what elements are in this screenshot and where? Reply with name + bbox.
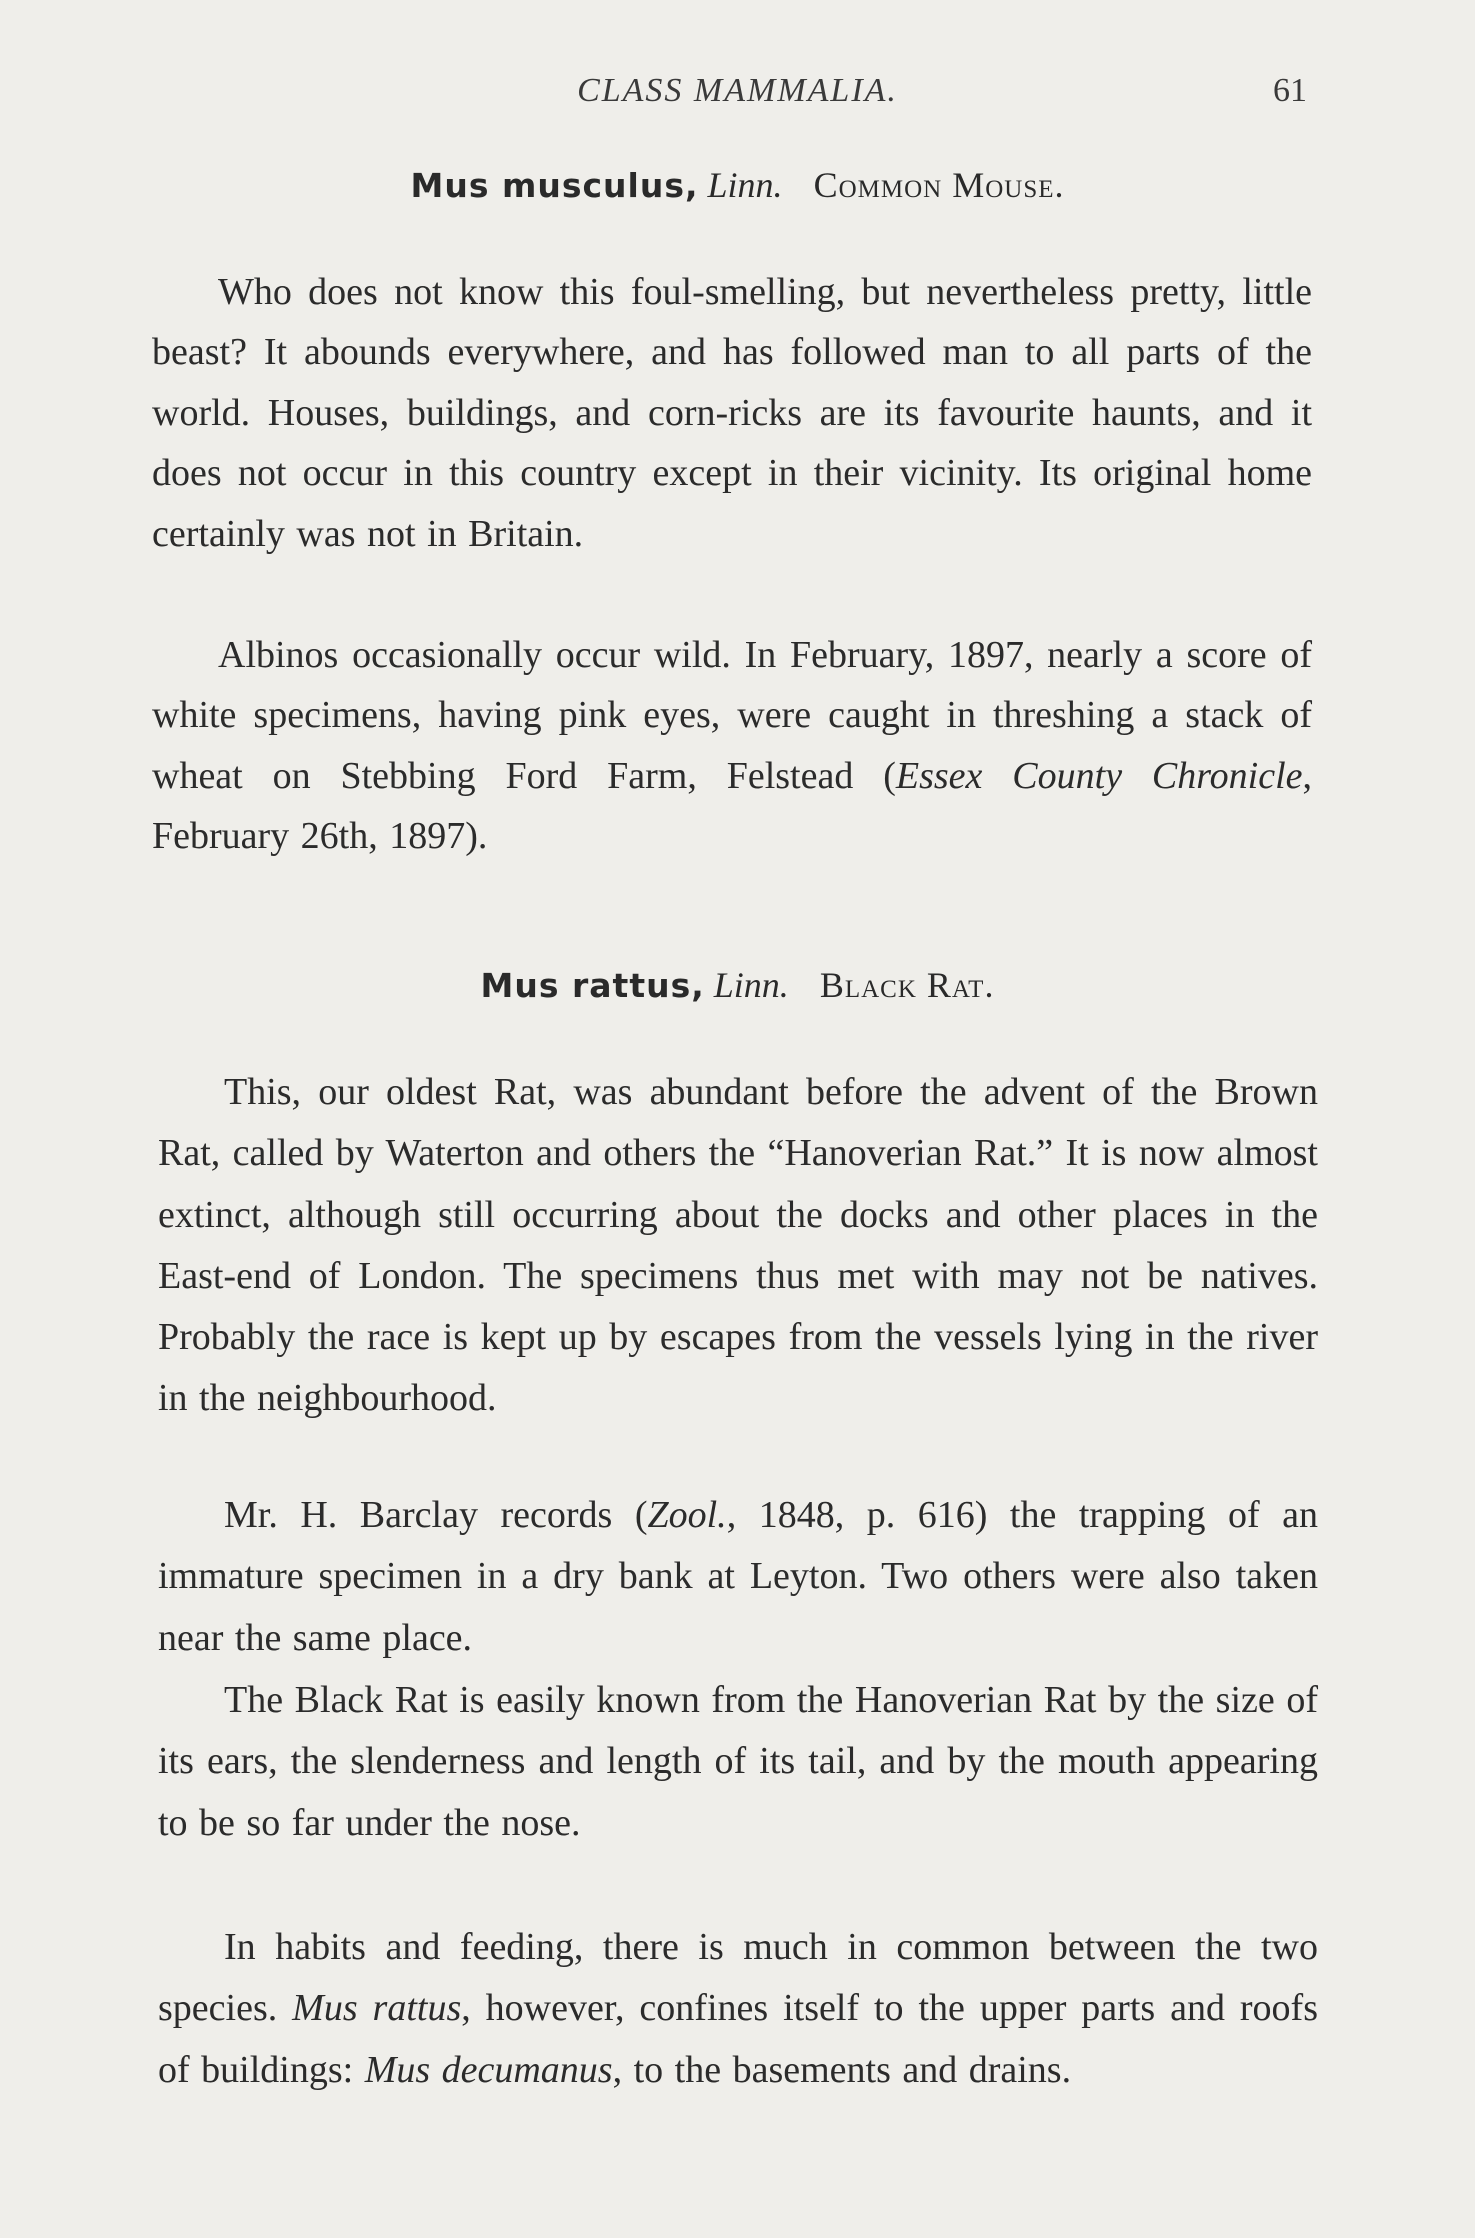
running-head: CLASS MAMMALIA. [577,72,898,109]
paragraph: Albinos occasionally occur wild. In February, 1897, nearly a score of white specimens, having pink eyes, were caught in threshing a stack of wheat on Stebbing Ford Farm, Felstead (Essex County Chronicle, February 26th, 1897). [152,634,1312,858]
authority: Linn. [707,165,783,205]
paragraph: Mr. H. Barclay records (Zool., 1848, p. 616) the trapping of an immature specimen in a dry bank at Leyton. Two others were also taken near the same place. [158,1494,1319,1659]
scientific-name: Mus rattus, [480,966,705,1005]
section-heading-mus-rattus [0,964,1475,1006]
authority: Linn. [713,965,789,1005]
common-name: Black Rat. [819,965,995,1005]
species-name: Mus decumanus [364,2048,613,2091]
paragraph: This, our oldest Rat, was abundant before the advent of the Brown Rat, called by Waterton and others the “Hanoverian Rat.” It is now almost extinct, although still occurring about the docks and other places in the East-end of London. The specimens thus met with may not be natives. Probably the race is kept up by escapes from the vessels lying in the river in the neighbourhood. [158,1071,1318,1420]
scientific-name: Mus musculus, [410,166,699,205]
section-heading-mus-musculus [0,164,1475,206]
citation-title: Essex County Chronicle [895,754,1303,797]
paragraph: Who does not know this foul-smelling, but nevertheless pretty, little beast? It abounds everywhere, and has followed man to all parts of the world. Houses, buildings, and corn-ricks are its favourite haunts, and it does not occur in this country except in their vicinity. Its original home certainly was not in Britain. [152,271,1312,555]
paragraph: In habits and feeding, there is much in common between the two species. Mus rattus, however, confines itself to the upper parts and roofs of buildings: Mus decumanus, to the basements and drains. [158,1926,1319,2091]
species-name: Mus rattus [292,1987,462,2030]
paragraph: The Black Rat is easily known from the Hanoverian Rat by the size of its ears, the slenderness and length of its tail, and by the mouth appearing to be so far under the nose. [158,1679,1318,1844]
common-name: Common Mouse. [813,165,1065,205]
citation-title: Zool. [647,1494,727,1536]
page-number: 61 [1273,72,1307,109]
